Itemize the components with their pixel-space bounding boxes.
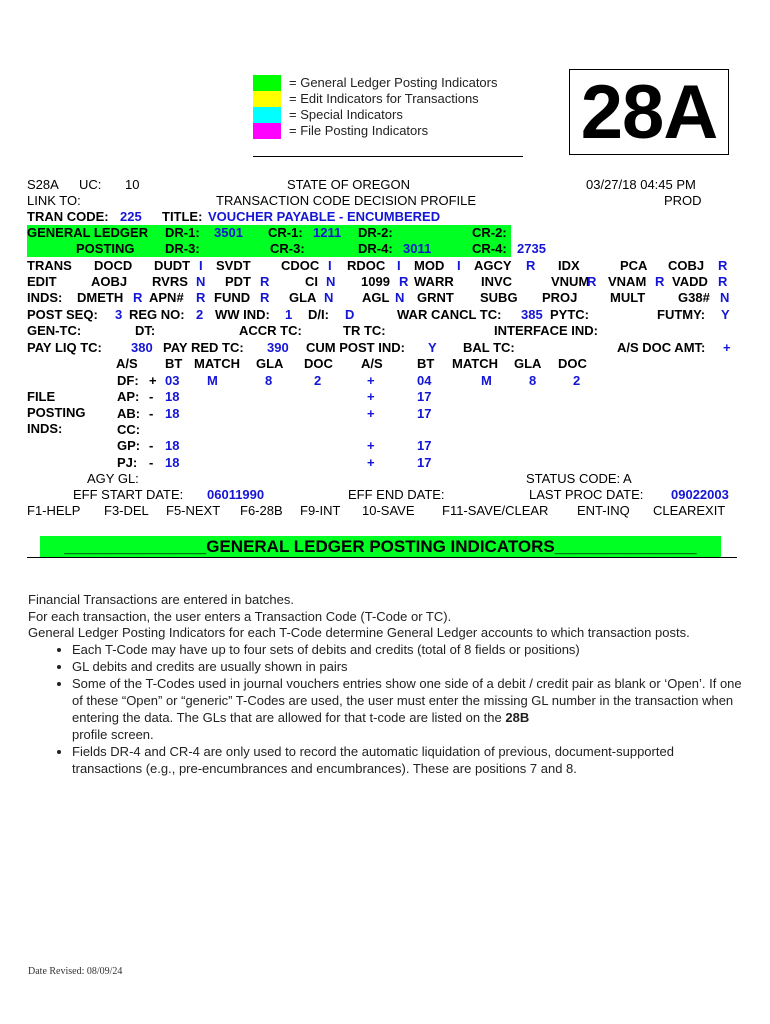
fp-header-match2: MATCH	[452, 356, 498, 371]
paragraph: For each transaction, the user enters a Transaction Code (T-Code or TC).	[28, 609, 452, 624]
list-item: • Fields DR-4 and CR-4 are only used to record the automatic liquidation of previous, document-supported transactions (e.g., pre-encumbrances and encumbrances). These are positions 7 and 8.	[72, 743, 743, 777]
rvrs-label: RVRS	[152, 274, 188, 289]
fkey-ent-inq: ENT-INQ	[577, 503, 630, 518]
fp-match2: M	[481, 373, 492, 388]
legend-text: = Edit Indicators for Transactions	[289, 91, 479, 106]
fund-label: FUND	[214, 290, 251, 305]
legend-swatch-magenta	[253, 123, 281, 139]
fp-doc: 2	[314, 373, 322, 388]
eff-start-date-label: EFF START DATE:	[73, 487, 184, 502]
aobj-label: AOBJ	[91, 274, 128, 289]
tr-tc-label: TR TC:	[343, 323, 386, 338]
cr2-label: CR-2:	[472, 225, 507, 240]
fp-header-bt: BT	[165, 356, 183, 371]
mod-label: MOD	[414, 258, 445, 273]
fp-as2: +	[367, 455, 375, 470]
cr4-label: CR-4:	[472, 241, 507, 256]
subg-label: SUBG	[480, 290, 518, 305]
interface-ind-label: INTERFACE IND:	[494, 323, 598, 338]
fp-gla2: 8	[529, 373, 537, 388]
eff-end-date-label: EFF END DATE:	[348, 487, 445, 502]
fp-as: -	[149, 438, 154, 453]
reg-no-value: 2	[196, 307, 204, 322]
section-heading-rule	[27, 557, 737, 558]
general-ledger-label: GENERAL LEDGER	[27, 225, 149, 240]
rdoc-value: I	[397, 258, 401, 273]
list-item: • Each T-Code may have up to four sets of debits and credits (total of 8 fields or positions)	[72, 641, 743, 658]
invc-label: INVC	[481, 274, 513, 289]
fp-as: -	[149, 455, 154, 470]
di-label: D/I:	[308, 307, 329, 322]
fp-code: GP:	[117, 438, 141, 453]
cr3-label: CR-3:	[270, 241, 305, 256]
dr1-label: DR-1:	[165, 225, 200, 240]
cobj-value: R	[718, 258, 728, 273]
status-code: STATUS CODE: A	[526, 471, 632, 486]
di-value: D	[345, 307, 355, 322]
futmy-label: FUTMY:	[657, 307, 706, 322]
bullet-list	[28, 641, 743, 777]
list-item: • Some of the T-Codes used in journal vouchers entries show one side of a debit / credit pair as blank or ‘Open’. If one of these “Open” or “generic” T-Codes are used, the user must enter the missing GL number in the transaction when entering the data. The GLs that are allowed for that t-code are listed on the 28B profile screen.	[72, 675, 743, 743]
n1099-label: 1099	[361, 274, 390, 289]
pdt-label: PDT	[225, 274, 251, 289]
pay-red-tc-label: PAY RED TC:	[163, 340, 244, 355]
inds-label: INDS:	[27, 290, 63, 305]
fp-code: DF:	[117, 373, 139, 388]
war-cancl-label: WAR CANCL TC:	[397, 307, 502, 322]
dudt-value: I	[199, 258, 203, 273]
fp-as2: +	[367, 373, 375, 388]
grnt-label: GRNT	[417, 290, 454, 305]
dt-label: DT:	[135, 323, 156, 338]
svdt-label: SVDT	[216, 258, 251, 273]
fp-bt: 18	[165, 389, 180, 404]
fp-bt2: 17	[417, 455, 432, 470]
post-seq-value: 3	[115, 307, 123, 322]
warr-label: WARR	[414, 274, 454, 289]
ci-label: CI	[305, 274, 318, 289]
mod-value: I	[457, 258, 461, 273]
fkey-clearexit: CLEAREXIT	[653, 503, 726, 518]
vnum-label: VNUM	[551, 274, 590, 289]
gla-value: N	[324, 290, 334, 305]
fp-header-as2: A/S	[361, 356, 383, 371]
vadd-label: VADD	[672, 274, 708, 289]
agcy-value: R	[526, 258, 536, 273]
fkey-f3-del: F3-DEL	[104, 503, 149, 518]
pay-red-tc-value: 390	[267, 340, 289, 355]
bold-reference: 28B	[505, 710, 530, 725]
dr4-label: DR-4:	[358, 241, 393, 256]
screen-subtitle: TRANSACTION CODE DECISION PROFILE	[216, 193, 477, 208]
screen-title: STATE OF OREGON	[287, 177, 411, 192]
ci-value: N	[326, 274, 336, 289]
fkey-f9-int: F9-INT	[300, 503, 341, 518]
fp-bt2: 17	[417, 389, 432, 404]
fp-doc2: 2	[573, 373, 581, 388]
legend-divider	[253, 156, 523, 157]
fp-as: -	[149, 389, 154, 404]
fp-as2: +	[367, 389, 375, 404]
uc-value: 10	[125, 177, 140, 192]
link-to-label: LINK TO:	[27, 193, 81, 208]
dr3-label: DR-3:	[165, 241, 200, 256]
fp-code: PJ:	[117, 455, 138, 470]
fp-bt2: 04	[417, 373, 432, 388]
fkey-f1-help: F1-HELP	[27, 503, 81, 518]
dmeth-label: DMETH	[77, 290, 124, 305]
fp-header-bt2: BT	[417, 356, 435, 371]
fp-code: AB:	[117, 406, 141, 421]
fp-as: +	[149, 373, 157, 388]
fkey-f5-next: F5-NEXT	[166, 503, 221, 518]
agl-label: AGL	[362, 290, 390, 305]
fp-bt2: 17	[417, 438, 432, 453]
fp-bt2: 17	[417, 406, 432, 421]
section-heading: _______________GENERAL LEDGER POSTING INDICATORS_______________	[64, 537, 697, 556]
n1099-value: R	[399, 274, 409, 289]
last-proc-date-label: LAST PROC DATE:	[529, 487, 644, 502]
tran-code-value: 225	[120, 209, 142, 224]
war-cancl-value: 385	[521, 307, 543, 322]
cdoc-value: I	[328, 258, 332, 273]
tran-code-label: TRAN CODE:	[27, 209, 109, 224]
vnum-value: R	[587, 274, 597, 289]
g38-value: N	[720, 290, 730, 305]
fp-bt: 18	[165, 438, 180, 453]
dmeth-value: R	[133, 290, 143, 305]
agl-value: N	[395, 290, 405, 305]
edit-label: EDIT	[27, 274, 57, 289]
apn-value: R	[196, 290, 206, 305]
as-doc-amt-value: +	[723, 340, 731, 355]
paragraph: Financial Transactions are entered in batches.	[28, 592, 294, 607]
paragraph: General Ledger Posting Indicators for each T-Code determine General Ledger accounts to which transaction posts.	[28, 625, 690, 640]
fp-header-match: MATCH	[194, 356, 240, 371]
dr2-label: DR-2:	[358, 225, 393, 240]
posting-label: POSTING	[76, 241, 135, 256]
pay-liq-tc-label: PAY LIQ TC:	[27, 340, 102, 355]
fp-bt: 18	[165, 455, 180, 470]
fp-header-doc: DOC	[304, 356, 333, 371]
fkey-f6-28b: F6-28B	[240, 503, 283, 518]
futmy-value: Y	[721, 307, 730, 322]
rvrs-value: N	[196, 274, 206, 289]
ww-ind-label: WW IND:	[215, 307, 270, 322]
reg-no-label: REG NO:	[129, 307, 185, 322]
inds-label: INDS:	[27, 421, 63, 436]
agy-gl-label: AGY GL:	[87, 471, 139, 486]
legend-swatch-yellow	[253, 91, 281, 107]
fp-code: AP:	[117, 389, 140, 404]
date-revised: Date Revised: 08/09/24	[28, 966, 123, 977]
last-proc-date-value: 09022003	[671, 487, 729, 502]
fp-header-gla2: GLA	[514, 356, 542, 371]
ww-ind-value: 1	[285, 307, 293, 322]
fp-match: M	[207, 373, 218, 388]
fp-bt: 03	[165, 373, 180, 388]
eff-start-date-value: 06011990	[207, 487, 265, 502]
file-label: FILE	[27, 389, 56, 404]
as-doc-amt-label: A/S DOC AMT:	[617, 340, 706, 355]
fund-value: R	[260, 290, 270, 305]
uc-label: UC:	[79, 177, 102, 192]
fkey-10-save: 10-SAVE	[362, 503, 415, 518]
dr1-value: 3501	[214, 225, 243, 240]
docd-label: DOCD	[94, 258, 133, 273]
fkey-f11-save-clear: F11-SAVE/CLEAR	[442, 503, 549, 518]
pdt-value: R	[260, 274, 270, 289]
gen-tc-label: GEN-TC:	[27, 323, 82, 338]
fp-header-as: A/S	[116, 356, 138, 371]
bal-tc-label: BAL TC:	[463, 340, 515, 355]
g38-label: G38#	[678, 290, 710, 305]
accr-tc-label: ACCR TC:	[239, 323, 302, 338]
fp-gla: 8	[265, 373, 273, 388]
posting-label: POSTING	[27, 405, 86, 420]
environment: PROD	[664, 193, 702, 208]
vadd-value: R	[718, 274, 728, 289]
vnam-value: R	[655, 274, 665, 289]
legend-text: = General Ledger Posting Indicators	[289, 75, 498, 90]
fp-as: -	[149, 406, 154, 421]
title-label: TITLE:	[162, 209, 203, 224]
dudt-label: DUDT	[154, 258, 191, 273]
fp-as2: +	[367, 406, 375, 421]
cum-post-ind-label: CUM POST IND:	[306, 340, 405, 355]
cr4-value: 2735	[517, 241, 546, 256]
vnam-label: VNAM	[608, 274, 647, 289]
cr1-label: CR-1:	[268, 225, 303, 240]
cobj-label: COBJ	[668, 258, 705, 273]
pca-label: PCA	[620, 258, 648, 273]
fp-as2: +	[367, 438, 375, 453]
pay-liq-tc-value: 380	[131, 340, 153, 355]
fp-header-gla: GLA	[256, 356, 284, 371]
proj-label: PROJ	[542, 290, 578, 305]
fp-header-doc2: DOC	[558, 356, 587, 371]
legend-text: = Special Indicators	[289, 107, 403, 122]
list-item: • GL debits and credits are usually shown in pairs	[72, 658, 743, 675]
cr1-value: 1211	[313, 225, 342, 240]
fp-code: CC:	[117, 422, 141, 437]
post-seq-label: POST SEQ:	[27, 307, 98, 322]
pytc-label: PYTC:	[550, 307, 589, 322]
agcy-label: AGCY	[474, 258, 512, 273]
fp-bt: 18	[165, 406, 180, 421]
gla-label: GLA	[289, 290, 317, 305]
title-value: VOUCHER PAYABLE - ENCUMBERED	[208, 209, 441, 224]
apn-label: APN#	[149, 290, 184, 305]
screen-datetime: 03/27/18 04:45 PM	[586, 177, 696, 192]
dr4-value: 3011	[403, 241, 432, 256]
screen-number-badge: 28A	[569, 69, 729, 155]
cdoc-label: CDOC	[281, 258, 320, 273]
idx-label: IDX	[558, 258, 580, 273]
rdoc-label: RDOC	[347, 258, 386, 273]
legend-text: = File Posting Indicators	[289, 123, 429, 138]
legend-swatch-green	[253, 75, 281, 91]
cum-post-ind-value: Y	[428, 340, 437, 355]
trans-label: TRANS	[27, 258, 72, 273]
legend-swatch-cyan	[253, 107, 281, 123]
screen-id: S28A	[27, 177, 59, 192]
mult-label: MULT	[610, 290, 646, 305]
